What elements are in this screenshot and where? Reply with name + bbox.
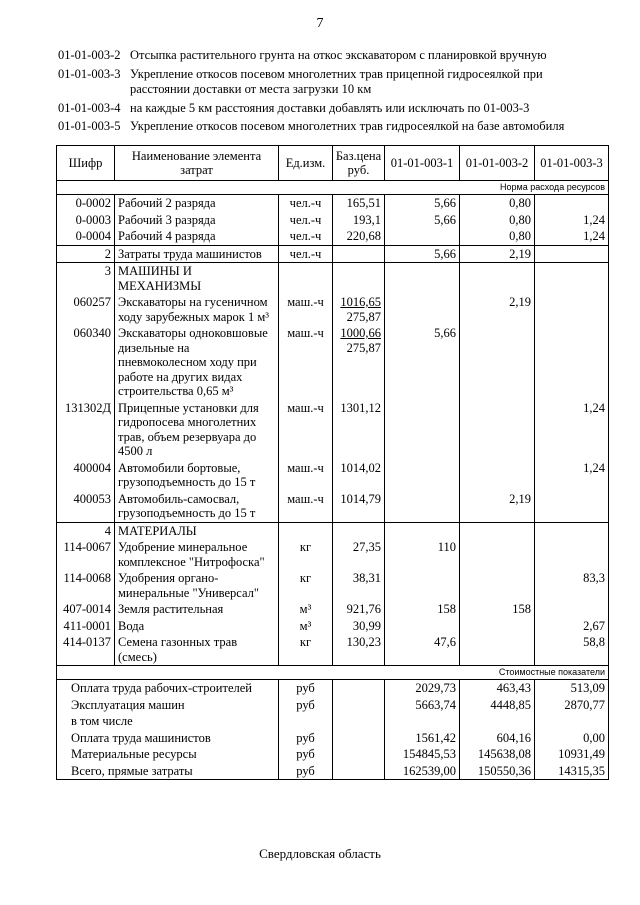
price-cell: [333, 294, 385, 325]
unit-cell: маш.-ч: [279, 325, 333, 400]
code-text: Укрепление откосов посевом многолетних трав прицепной гидросеялкой при расстоянии доставки от места загрузки 10 км: [130, 66, 543, 96]
price-cell: [333, 618, 385, 635]
table-row: [57, 601, 609, 618]
cost-name: Оплата труда рабочих-строителей: [57, 680, 279, 697]
value-cell: 2870,77: [535, 697, 609, 714]
value-cell: 1,24: [535, 228, 609, 245]
table-row: [57, 539, 609, 570]
code-id: 01-01-003-2: [58, 48, 121, 62]
price-value: 220,68: [346, 229, 381, 243]
footer-region: Свердловская область: [259, 846, 381, 861]
code-cell: 400053: [57, 491, 115, 523]
name-cell: МАТЕРИАЛЫ: [115, 522, 279, 539]
value-cell: 5,66: [385, 212, 460, 229]
value-cell: 1,24: [535, 400, 609, 460]
price-cell: [333, 601, 385, 618]
value-cell: [385, 713, 460, 730]
table-row: [57, 181, 609, 195]
unit-cell: руб: [279, 680, 333, 697]
column-header: Ед.изм.: [279, 146, 333, 181]
value-cell: [385, 570, 460, 601]
table-row: [57, 146, 609, 181]
code-row: [58, 67, 598, 98]
table-row: [57, 680, 609, 697]
table-row: [57, 491, 609, 523]
price-cell: [333, 400, 385, 460]
price-cell: [333, 634, 385, 666]
name-cell: Прицепные установки для гидропосева многолетних трав, объем резервуара до 4500 л: [115, 400, 279, 460]
price-value: 1014,79: [340, 491, 381, 506]
price-value: 38,31: [352, 571, 381, 585]
price-value: 1016,65: [340, 295, 381, 309]
name-cell: МАШИНЫ И МЕХАНИЗМЫ: [115, 263, 279, 295]
column-header: Наименование элемента затрат: [115, 146, 279, 181]
price-cell: [333, 212, 385, 229]
value-cell: 0,80: [460, 212, 535, 229]
value-cell: [535, 325, 609, 400]
value-cell: 2029,73: [385, 680, 460, 697]
value-cell: 5,66: [385, 245, 460, 263]
value-cell: [460, 713, 535, 730]
column-header: Шифр: [57, 146, 115, 181]
value-cell: 1561,42: [385, 730, 460, 747]
table-row: [57, 263, 609, 295]
value-cell: [460, 400, 535, 460]
price-value: 193,1: [352, 212, 381, 227]
price-secondary: 275,87: [346, 309, 381, 324]
value-cell: [385, 263, 460, 295]
code-cell: 114-0068: [57, 570, 115, 601]
code-cell: 3: [57, 263, 115, 295]
value-cell: [385, 228, 460, 245]
unit-cell: м³: [279, 618, 333, 635]
code-cell: 4: [57, 522, 115, 539]
code-cell: 114-0067: [57, 539, 115, 570]
table-row: [57, 400, 609, 460]
table-row: [57, 730, 609, 747]
cost-name: Оплата труда машинистов: [57, 730, 279, 747]
cost-name: в том числе: [57, 713, 279, 730]
value-cell: 5663,74: [385, 697, 460, 714]
price-cell: [333, 570, 385, 601]
value-cell: 47,6: [385, 634, 460, 666]
price-value: 30,99: [352, 618, 381, 633]
cost-name: Эксплуатация машин: [57, 697, 279, 714]
unit-cell: руб: [279, 697, 333, 714]
unit-cell: чел.-ч: [279, 245, 333, 263]
unit-cell: [279, 713, 333, 730]
price-cell: [333, 263, 385, 295]
value-cell: 0,80: [460, 195, 535, 212]
name-cell: Затраты труда машинистов: [115, 245, 279, 263]
value-cell: [385, 460, 460, 491]
code-cell: 2: [57, 245, 115, 263]
value-cell: 154845,53: [385, 746, 460, 763]
value-cell: [535, 245, 609, 263]
code-cell: 131302Д: [57, 400, 115, 460]
value-cell: [535, 263, 609, 295]
price-value: 27,35: [352, 540, 381, 554]
price-cell: [333, 228, 385, 245]
unit-cell: руб: [279, 746, 333, 763]
cost-label: Стоимостные показатели: [57, 666, 609, 680]
name-cell: Земля растительная: [115, 601, 279, 618]
price-cell: [333, 763, 385, 780]
value-cell: [535, 539, 609, 570]
price-cell: [333, 539, 385, 570]
cost-name: Всего, прямые затраты: [57, 763, 279, 780]
value-cell: 83,3: [535, 570, 609, 601]
value-cell: 110: [385, 539, 460, 570]
resource-table-body: [57, 146, 609, 780]
value-cell: [535, 601, 609, 618]
code-id: 01-01-003-5: [58, 119, 121, 133]
value-cell: 604,16: [460, 730, 535, 747]
unit-cell: кг: [279, 570, 333, 601]
name-cell: Рабочий 4 разряда: [115, 228, 279, 245]
table-row: [57, 666, 609, 680]
unit-cell: руб: [279, 763, 333, 780]
table-row: [57, 713, 609, 730]
price-secondary: 275,87: [346, 340, 381, 355]
unit-cell: чел.-ч: [279, 212, 333, 229]
page-number: 7: [316, 16, 324, 31]
name-cell: Удобрения органо-минеральные "Универсал": [115, 570, 279, 601]
code-text: Отсыпка растительного грунта на откос экскаватором с планировкой вручную: [130, 48, 547, 62]
value-cell: 4448,85: [460, 697, 535, 714]
value-cell: [460, 539, 535, 570]
price-cell: [333, 325, 385, 400]
value-cell: 1,24: [535, 460, 609, 491]
code-id: 01-01-003-4: [58, 100, 121, 115]
price-cell: [333, 245, 385, 263]
value-cell: 5,66: [385, 325, 460, 400]
name-cell: Экскаваторы на гусеничном ходу зарубежных марок 1 м³: [115, 294, 279, 325]
value-cell: 5,66: [385, 195, 460, 212]
value-cell: 2,19: [460, 245, 535, 263]
value-cell: [460, 634, 535, 666]
table-row: [57, 212, 609, 229]
value-cell: [460, 325, 535, 400]
table-row: [57, 325, 609, 400]
table-row: [57, 195, 609, 212]
table-row: [57, 618, 609, 635]
price-value: 921,76: [346, 602, 381, 616]
unit-cell: [279, 522, 333, 539]
price-cell: [333, 491, 385, 523]
price-value: 1000,66: [340, 326, 381, 340]
value-cell: [460, 263, 535, 295]
price-value: 130,23: [346, 635, 381, 649]
value-cell: 158: [460, 601, 535, 618]
code-cell: 060340: [57, 325, 115, 400]
code-cell: 0-0002: [57, 195, 115, 212]
column-header: 01-01-003-2: [460, 146, 535, 181]
table-row: [57, 245, 609, 263]
unit-cell: маш.-ч: [279, 460, 333, 491]
table-row: [57, 746, 609, 763]
table-row: [57, 763, 609, 780]
code-text: на каждые 5 км расстояния доставки добавлять или исключать по 01-003-3: [130, 100, 530, 115]
value-cell: 14315,35: [535, 763, 609, 780]
value-cell: 0,80: [460, 228, 535, 245]
value-cell: 2,19: [460, 294, 535, 325]
column-header: 01-01-003-1: [385, 146, 460, 181]
value-cell: [535, 522, 609, 539]
resource-table: [56, 145, 609, 780]
code-cell: 0-0003: [57, 212, 115, 229]
column-header: 01-01-003-3: [535, 146, 609, 181]
value-cell: [385, 522, 460, 539]
value-cell: [460, 570, 535, 601]
table-row: [57, 460, 609, 491]
unit-cell: маш.-ч: [279, 294, 333, 325]
column-header: Баз.цена руб.: [333, 146, 385, 181]
code-cell: 414-0137: [57, 634, 115, 666]
value-cell: 150550,36: [460, 763, 535, 780]
value-cell: 162539,00: [385, 763, 460, 780]
price-cell: [333, 522, 385, 539]
unit-cell: чел.-ч: [279, 195, 333, 212]
value-cell: [385, 400, 460, 460]
table-row: [57, 522, 609, 539]
value-cell: 2,19: [460, 491, 535, 523]
name-cell: Рабочий 2 разряда: [115, 195, 279, 212]
code-text: Укрепление откосов посевом многолетних трав гидросеялкой на базе автомобиля: [130, 119, 565, 133]
value-cell: 145638,08: [460, 746, 535, 763]
price-cell: [333, 680, 385, 697]
price-cell: [333, 746, 385, 763]
value-cell: [535, 195, 609, 212]
code-row: [58, 119, 598, 135]
value-cell: [385, 618, 460, 635]
unit-cell: руб: [279, 730, 333, 747]
value-cell: [460, 460, 535, 491]
unit-cell: [279, 263, 333, 295]
code-row: [58, 101, 598, 117]
unit-cell: м³: [279, 601, 333, 618]
price-value: 1014,02: [340, 460, 381, 475]
value-cell: 2,67: [535, 618, 609, 635]
price-cell: [333, 697, 385, 714]
unit-cell: кг: [279, 539, 333, 570]
value-cell: 0,00: [535, 730, 609, 747]
price-cell: [333, 713, 385, 730]
code-cell: 407-0014: [57, 601, 115, 618]
code-id: 01-01-003-3: [58, 66, 121, 81]
norm-label: Норма расхода ресурсов: [57, 181, 609, 195]
cost-name: Материальные ресурсы: [57, 746, 279, 763]
value-cell: 1,24: [535, 212, 609, 229]
value-cell: [385, 294, 460, 325]
unit-cell: кг: [279, 634, 333, 666]
price-cell: [333, 195, 385, 212]
unit-cell: маш.-ч: [279, 491, 333, 523]
value-cell: [460, 522, 535, 539]
code-cell: 400004: [57, 460, 115, 491]
name-cell: Автомобиль-самосвал, грузоподъемность до 15 т: [115, 491, 279, 523]
value-cell: [535, 491, 609, 523]
table-row: [57, 294, 609, 325]
name-cell: Удобрение минеральное комплексное "Нитрофоска": [115, 539, 279, 570]
value-cell: [535, 294, 609, 325]
price-cell: [333, 460, 385, 491]
name-cell: Экскаваторы одноковшовые дизельные на пневмоколесном ходу при работе на других видах строительства 0,65 м³: [115, 325, 279, 400]
value-cell: [535, 713, 609, 730]
value-cell: [460, 618, 535, 635]
name-cell: Семена газонных трав (смесь): [115, 634, 279, 666]
name-cell: Рабочий 3 разряда: [115, 212, 279, 229]
value-cell: 58,8: [535, 634, 609, 666]
table-row: [57, 570, 609, 601]
price-value: 165,51: [346, 196, 381, 210]
value-cell: 463,43: [460, 680, 535, 697]
code-row: [58, 48, 598, 64]
unit-cell: маш.-ч: [279, 400, 333, 460]
code-cell: 060257: [57, 294, 115, 325]
name-cell: Автомобили бортовые, грузоподъемность до 15 т: [115, 460, 279, 491]
value-cell: 513,09: [535, 680, 609, 697]
code-cell: 411-0001: [57, 618, 115, 635]
value-cell: [385, 491, 460, 523]
code-cell: 0-0004: [57, 228, 115, 245]
code-descriptions: [58, 48, 598, 138]
price-value: 1301,12: [340, 400, 381, 415]
table-row: [57, 634, 609, 666]
name-cell: Вода: [115, 618, 279, 635]
price-cell: [333, 730, 385, 747]
value-cell: 158: [385, 601, 460, 618]
unit-cell: чел.-ч: [279, 228, 333, 245]
table-row: [57, 697, 609, 714]
table-row: [57, 228, 609, 245]
value-cell: 10931,49: [535, 746, 609, 763]
